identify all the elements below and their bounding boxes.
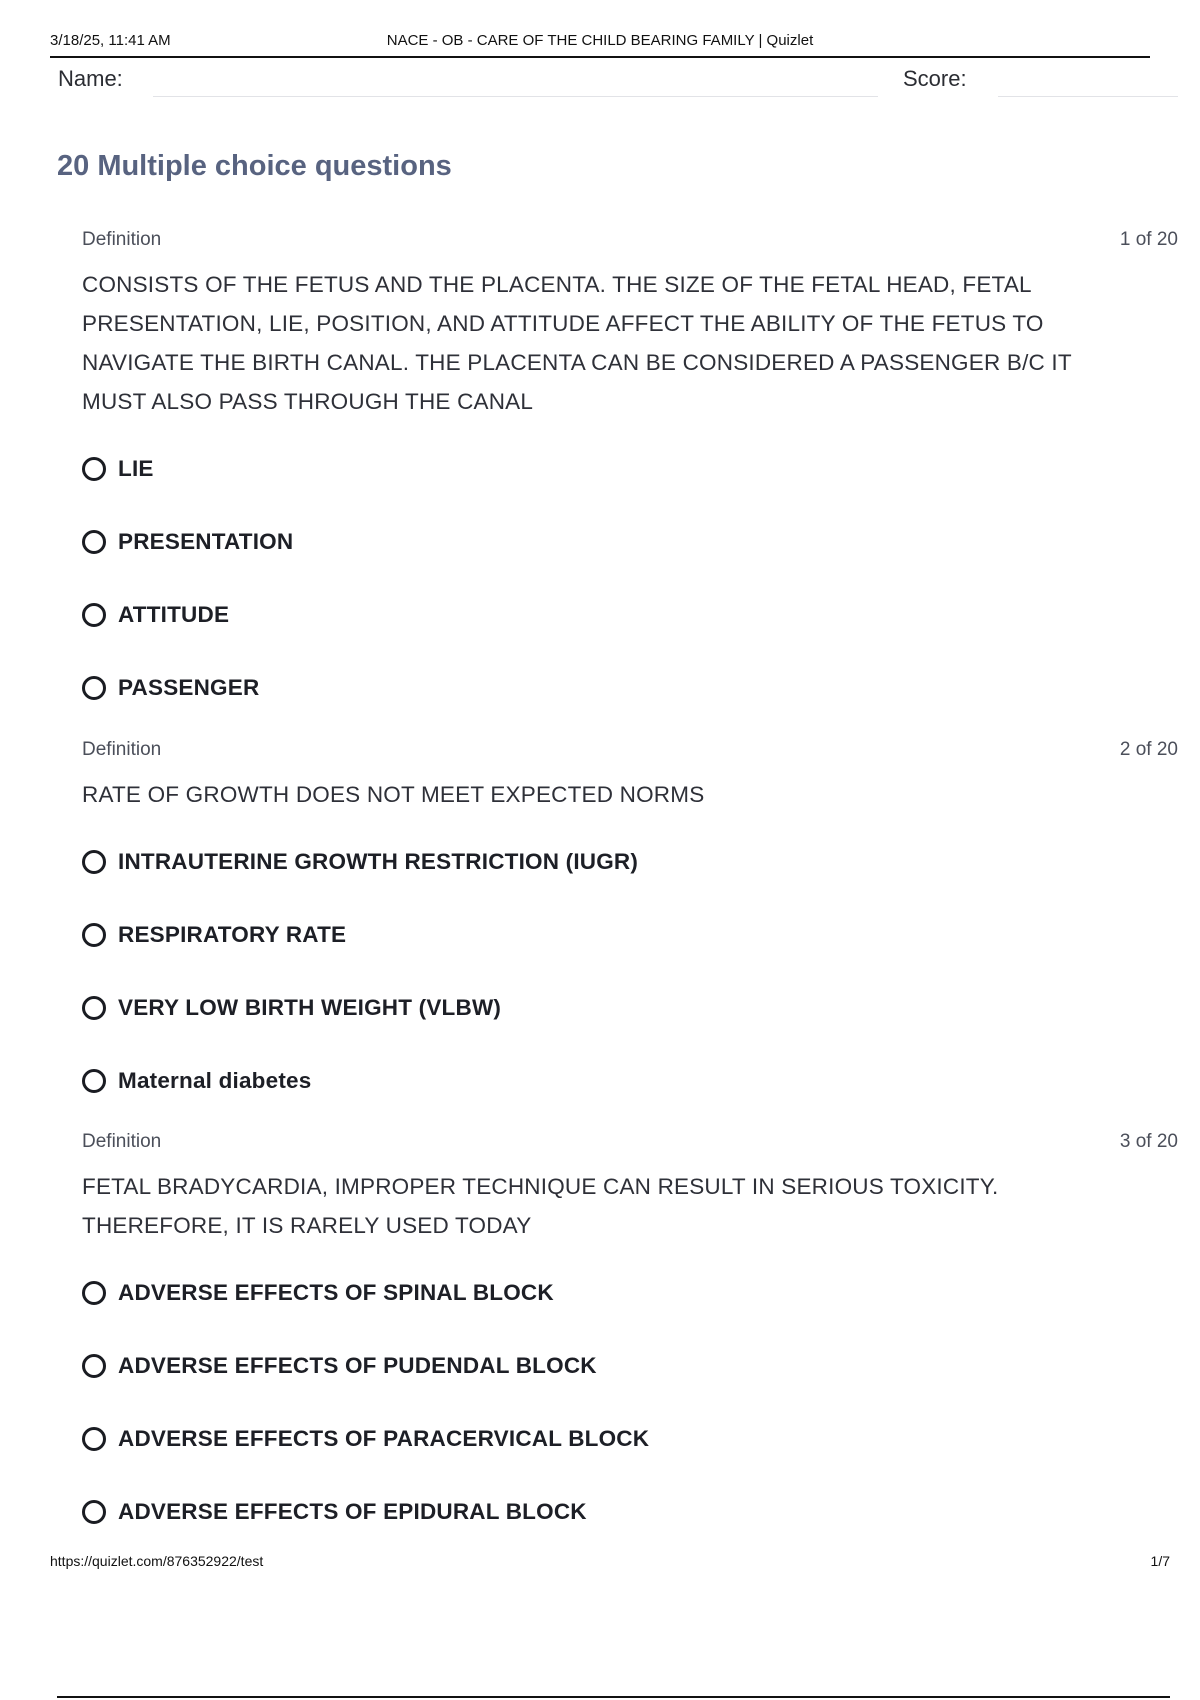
name-label: Name: <box>58 66 123 91</box>
radio-button-icon[interactable] <box>82 676 106 700</box>
answer-option-label: ATTITUDE <box>118 601 230 627</box>
question-header <box>82 1131 1178 1157</box>
answer-option[interactable] <box>82 514 1178 587</box>
radio-button-icon[interactable] <box>82 457 106 481</box>
answer-options <box>82 834 1178 1126</box>
radio-button-icon[interactable] <box>82 603 106 627</box>
radio-button-icon[interactable] <box>82 996 106 1020</box>
question-type: Definition <box>82 1131 162 1152</box>
question-header <box>82 739 1178 765</box>
answer-option-label: RESPIRATORY RATE <box>118 921 347 947</box>
question-text: CONSISTS OF THE FETUS AND THE PLACENTA. THE SIZE OF THE FETAL HEAD, FETAL PRESENTATION, LIE, POSITION, AND ATTITUDE AFFECT THE ABILITY OF THE FETUS TO NAVIGATE THE BIRTH CANAL. THE PLACENTA CAN BE CONSIDERED A PASSENGER B/C IT MUST ALSO PASS THROUGH THE CANAL <box>82 272 1072 414</box>
radio-button-icon[interactable] <box>82 1500 106 1524</box>
answer-option[interactable] <box>82 441 1178 514</box>
answer-option[interactable] <box>82 660 1178 733</box>
question-card <box>82 739 1178 1126</box>
bottom-divider <box>57 1696 1170 1698</box>
answer-option[interactable] <box>82 1338 1178 1411</box>
question-card <box>82 229 1178 733</box>
question-counter: 2 of 20 <box>1119 739 1178 760</box>
answer-option-label: Maternal diabetes <box>118 1067 312 1093</box>
radio-button-icon[interactable] <box>82 1069 106 1093</box>
radio-button-icon[interactable] <box>82 850 106 874</box>
radio-button-icon[interactable] <box>82 530 106 554</box>
answer-options <box>82 1265 1178 1557</box>
question-text: FETAL BRADYCARDIA, IMPROPER TECHNIQUE CAN RESULT IN SERIOUS TOXICITY. THEREFORE, IT IS RARELY USED TODAY <box>82 1174 999 1238</box>
answer-option[interactable] <box>82 980 1178 1053</box>
radio-button-icon[interactable] <box>82 1427 106 1451</box>
answer-option[interactable] <box>82 1265 1178 1338</box>
answer-option-label: ADVERSE EFFECTS OF SPINAL BLOCK <box>118 1279 554 1305</box>
question-header <box>82 229 1178 255</box>
answer-option[interactable] <box>82 834 1178 907</box>
print-header <box>50 30 1150 58</box>
print-datetime: 3/18/25, 11:41 AM <box>50 32 171 49</box>
answer-option-label: ADVERSE EFFECTS OF PUDENDAL BLOCK <box>118 1352 597 1378</box>
answer-option[interactable] <box>82 1411 1178 1484</box>
name-score-row <box>58 62 1178 102</box>
question-card <box>82 1131 1178 1557</box>
answer-option[interactable] <box>82 1484 1178 1557</box>
answer-option-label: ADVERSE EFFECTS OF PARACERVICAL BLOCK <box>118 1425 650 1451</box>
answer-option[interactable] <box>82 907 1178 980</box>
answer-option[interactable] <box>82 587 1178 660</box>
answer-option[interactable] <box>82 1053 1178 1126</box>
question-type: Definition <box>82 739 162 760</box>
answer-option-label: VERY LOW BIRTH WEIGHT (VLBW) <box>118 994 502 1020</box>
radio-button-icon[interactable] <box>82 1354 106 1378</box>
score-label: Score: <box>903 66 967 91</box>
page-number: 1/7 <box>1150 1553 1170 1569</box>
page-url: https://quizlet.com/876352922/test <box>50 1553 264 1569</box>
answer-options <box>82 441 1178 733</box>
section-title: 20 Multiple choice questions <box>57 150 452 182</box>
question-type: Definition <box>82 229 162 250</box>
answer-option-label: INTRAUTERINE GROWTH RESTRICTION (IUGR) <box>118 848 639 874</box>
question-counter: 3 of 20 <box>1119 1131 1178 1152</box>
answer-option-label: ADVERSE EFFECTS OF EPIDURAL BLOCK <box>118 1498 587 1524</box>
answer-option-label: LIE <box>118 455 154 481</box>
radio-button-icon[interactable] <box>82 923 106 947</box>
answer-option-label: PASSENGER <box>118 674 260 700</box>
answer-option-label: PRESENTATION <box>118 528 294 554</box>
radio-button-icon[interactable] <box>82 1281 106 1305</box>
question-counter: 1 of 20 <box>1119 229 1178 250</box>
name-field[interactable] <box>153 96 878 97</box>
score-field[interactable] <box>998 96 1178 97</box>
question-text: RATE OF GROWTH DOES NOT MEET EXPECTED NORMS <box>82 782 705 807</box>
print-title: NACE - OB - CARE OF THE CHILD BEARING FAMILY | Quizlet <box>386 32 814 49</box>
